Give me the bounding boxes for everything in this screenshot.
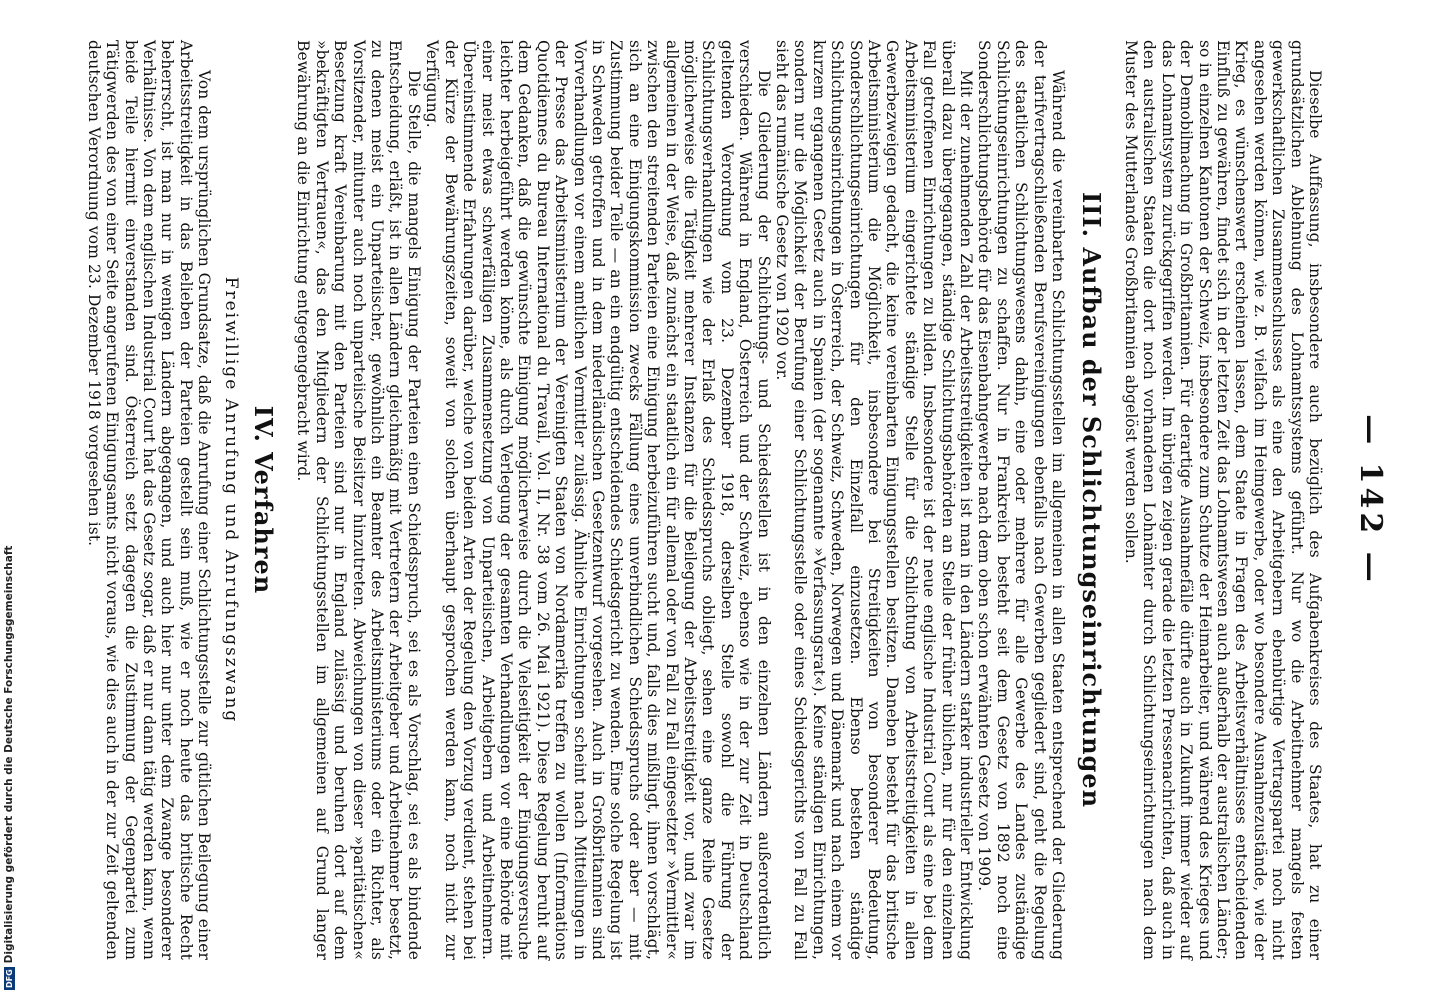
paragraph-iii-3: Die Gliederung der Schlichtungs- und Schiedsstellen ist in den einzelnen Ländern außerordentlich verschieden. Während in England, Österreich und der Schweiz, ebenso wie in der zur Zeit in Deutschland geltenden Verordnung vom 23. Dezember 1918, derselben Stelle sowohl die Führung der Schlichtungsverhandlungen wie der Erlaß des Schiedsspruchs obliegt, sehen eine ganze Reihe Gesetze möglicherweise die Tätigkeit mehrerer Instanzen für die Beilegung der Arbeitsstreitigkeit vor, und zwar im allgemeinen in der Weise, daß zunächst ein staatlich ein für allemal oder von Fall zu Fall eingesetzter »Vermittler« zwischen den streitenden Parteien eine Einigung herbeizuführen sucht und, falls dies mißlingt, ihnen vorschlägt, sich an eine Einigungskommission zwecks Fällung eines unverbindlichen Schiedsspruchs oder aber — mit Zustimmung beider Teile — an ein endgültig entscheidendes Schiedsgericht zu wenden. Eine solche Regelung ist in Schweden getroffen und in dem niederländischen Gesetzentwurf vorgesehen. Auch in Großbritannien sind Vorverhandlungen vor einem amtlichen Vermittler zulässig. Ähnliche Einrichtungen scheint nach Mitteilungen in der Presse das Arbeitsministerium der Vereinigten Staaten von Nordamerika treffen zu wollen (Informations Quotidiennes du Bureau International du Travail, Vol. II, Nr. 38 vom 26. Mai 1921). Diese Regelung beruht auf dem Gedanken, daß die gewünschte Einigung möglicherweise durch die Vielseitigkeit der Einigungsversuche leichter herbeigeführt werden könne, als durch Verlegung der gesamten Verhandlungen vor eine Behörde mit einer meist etwas schwerfälligen Zusammensetzung von Unparteiischen, Arbeitgebern und Arbeitnehmern. Übereinstimmende Erfahrungen darüber, welche von beiden Arten der Regelung den Vorzug verdient, stehen bei der Kürze der Bewährungszeiten, soweit von solchen überhaupt gesprochen werden kann, noch nicht zur Verfügung. [423,40,773,960]
digitization-credit-text: Digitalisierung gefördert durch die Deutsche Forschungsgemeinschaft [3,545,15,964]
paragraph-iv-1: Von dem ursprünglichen Grundsatze, daß die Anrufung einer Schlichtungsstelle zur gütlichen Beilegung einer Arbeitsstreitigkeit in das Belieben der Parteien gestellt sein muß, wie er noch heute das britische Recht beherrscht, ist man nur in wenigen Ländern abgegangen, und auch hier nur unter dem Zwange besonderer Verhältnisse. Von dem englischen Industrial Court hat das Gesetz sogar, daß er nur dann tätig werden kann, wenn beide Teile hiermit einverstanden sind. Österreich setzt dagegen die Zustimmung der Gegenpartei zum Tätigwerden des von einer Seite angerufenen Einigungsamts nicht voraus, wie dies auch in der zur Zeit geltenden deutschen Verordnung vom 23. Dezember 1918 vorgesehen ist. [84,40,214,960]
digitization-credit [3,0,17,1000]
section-iv-heading: IV. Verfahren [249,405,279,595]
section-iv-subheading: Freiwillige Anrufung und Anrufungszwang [220,276,241,724]
section-iii-heading: III. Aufbau der Schlichtungseinrichtungen [1076,191,1106,809]
page-body [84,40,1324,960]
dfg-logo-icon: DFG [4,969,14,988]
paragraph-iii-4: Die Stelle, die mangels Einigung der Parteien einen Schiedsspruch, sei es als Vorschlag, sei es als bindende Entscheidung, erläßt, ist in allen Ländern gleichmäßig mit Vertretern der Arbeitgeber und Arbeitnehmer besetzt, zu denen meist ein Unparteiischer, gewöhnlich ein Beamter des Arbeitsministeriums oder ein Richter, als Vorsitzender, mitunter auch noch unparteiische Beisitzer hinzutreten. Abweichungen von dieser »paritätischen« Besetzung kraft Vereinbarung mit den Parteien sind nur in England zulässig und beruhen dort auf dem »bekräftigten Vertrauen«, das den Mitgliedern der Schlichtungsstellen im allgemeinen auf Grund langer Bewährung an die Einrichtung entgegengebracht wird. [294,40,423,960]
paragraph-iii-2: Mit der zunehmenden Zahl der Arbeitsstreitigkeiten ist man in den Ländern starker industrieller Entwicklung überall dazu übergegangen, ständige Schlichtungsbehörden an Stelle der früher üblichen, nur für den einzelnen Fall getroffenen Einrichtungen zu bilden. Insbesondere ist der neue englische Industrial Court als eine bei dem Arbeitsministerium eingerichtete ständige Stelle für die Schlichtung von Arbeitsstreitigkeiten in allen Gewerbezweigen gedacht, die keine vereinbarten Einigungsstellen besitzen. Daneben besteht für das britische Arbeitsministerium die Möglichkeit, insbesondere bei Streitigkeiten von besonderer Bedeutung, Sonderschlichtungseinrichtungen für den Einzelfall einzusetzen. Ebenso bestehen ständige Schlichtungseinrichtungen in Österreich, der Schweiz, Schweden, Norwegen und Dänemark und nach einem vor kurzem ergangenen Gesetz auch in Spanien (der sogenannte »Verfassungsrat«). Keine ständigen Einrichtungen, sondern nur die Möglichkeit der Berufung einer Schlichtungsstelle oder eines Schiedsgerichts von Fall zu Fall sieht das rumänische Gesetz von 1920 vor. [773,40,976,960]
paragraph-intro: Dieselbe Auffassung, insbesondere auch bezüglich des Aufgabenkreises des Staates, hat zu einer grundsätzlichen Ablehnung des Lohnamtssystems geführt. Nur wo die Arbeitnehmer mangels festen gewerkschaftlichen Zusammenschlusses als eine den Arbeitgebern ebenbürtige Vertragspartei noch nicht angesehen werden können, wie z. B. vielfach im Heimgewerbe, oder wo besondere Ausnahmezustände, wie der Krieg, es wünschenswert erscheinen lassen, dem Staate in Fragen des Arbeitsverhältnisses entscheidenden Einfluß zu gewähren, findet sich in der letzten Zeit das Lohnamtswesen auch außerhalb der australischen Länder; so in einzelnen Kantonen der Schweiz, insbesondere zum Schutze der Heimarbeiter, und während des Krieges und der Demobilmachung in Großbritannien. Für derartige Ausnahmefälle dürfte auch in Zukunft immer wieder auf das Lohnamtsystem zurückgegriffen werden. Im übrigen zeigen gerade die letzten Pressenachrichten, daß auch in den australischen Staaten die dort noch vorhandenen Lohnämter durch Schlichtungseinrichtungen nach dem Muster des Mutterlandes Großbritannien abgelöst werden sollen. [1121,40,1324,960]
page-number: — 142 — [1353,414,1388,586]
paragraph-iii-1: Während die vereinbarten Schlichtungsstellen im allgemeinen in allen Staaten entsprechend der Gliederung der tarifvertragschließenden Berufsvereinigungen ebenfalls nach Gewerben gegliedert sind, geht die Regelung des staatlichen Schlichtungswesens dahin, eine oder mehrere für alle Gewerbe des Landes zuständige Schlichtungseinrichtungen zu schaffen. Nur in Frankreich besteht seit dem Gesetz von 1892 noch eine Sonderschlichtungsbehörde für das Eisenbahngewerbe nach dem oben schon erwähnten Gesetz von 1909. [975,40,1068,960]
